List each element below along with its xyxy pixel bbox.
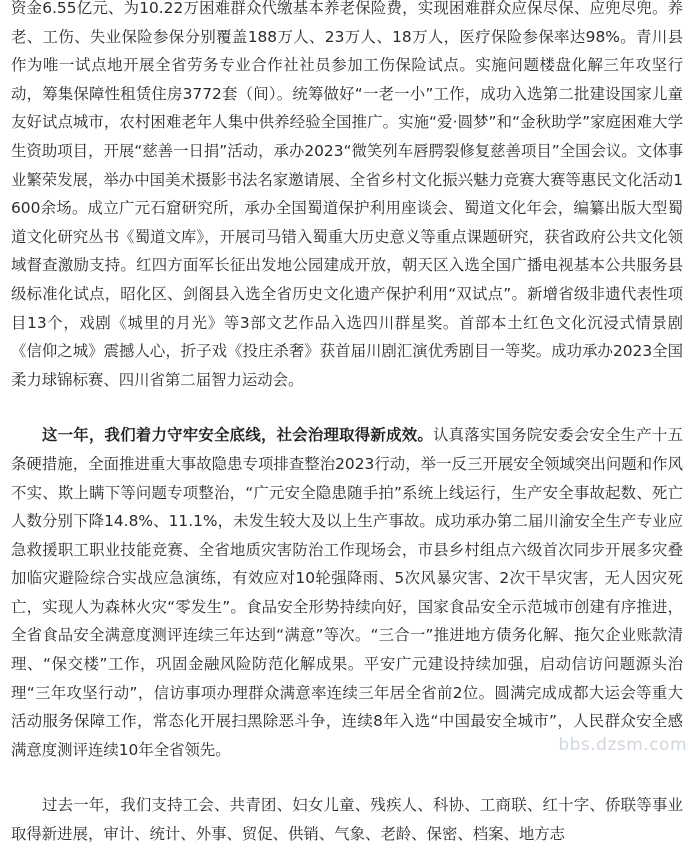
- paragraph-past-year: [0, 791, 683, 848]
- site-watermark: bbs.dzsm.com: [558, 735, 687, 755]
- paragraph-text: 过去一年，我们支持工会、共青团、妇女儿童、残疾人、科协、工商联、红十字、侨联等事业取得新进展，审计、统计、外事、贸促、供销、气象、老龄、保密、档案、地方志: [11, 796, 683, 844]
- paragraph-gap: [0, 764, 691, 791]
- paragraph-text: 资金6.55亿元、为10.22万困难群众代缴基本养老保险费，实现困难群众应保尽保、应兜尽兜。养老、工伤、失业保险参保分别覆盖188万人、23万人、18万人，医疗保险参保率达98%。青川县作为唯一试点地开展全省劳务专业合作社社员参加工伤保险试点。实施问题楼盘化解三年攻坚行动，筹集保障性租赁住房3772套（间）。统筹做好“一老一小”工作，成功入选第二批建设国家儿童友好试点城市，农村困难老年人集中供养经验全国推广。实施“爱·圆梦”和“金秋助学”家庭困难大学生资助项目，开展“慈善一日捐”活动，承办2023“微笑列车唇腭裂修复慈善项目”全国会议。文体事业繁荣发展，举办中国美术摄影书法名家邀请展、全省乡村文化振兴魅力竞赛大赛等惠民文化活动1600余场。成立广元石窟研究所，承办全国蜀道保护利用座谈会、蜀道文化年会，编纂出版大型蜀道文化研究丛书《蜀道文库》，开展司马错入蜀重大历史意义等重点课题研究，获省政府公共文化领域督查激励支持。红四方面军长征出发地公园建成开放，朝天区入选全国广播电视基本公共服务县级标准化试点，昭化区、剑阁县入选全省历史文化遗产保护利用“双试点”。新增省级非遗代表性项目13个，戏剧《城里的月光》等3部文艺作品入选四川群星奖。首部本土红色文化沉浸式情景剧《信仰之城》震撼人心，折子戏《投庄杀奢》获首届川剧汇演优秀剧目一等奖。成功承办2023全国柔力球锦标赛、四川省第二届智力运动会。: [11, 0, 683, 389]
- paragraph-lead-bold: 这一年，我们着力守牢安全底线，社会治理取得新成效。: [42, 426, 433, 445]
- paragraph-safety-governance: [0, 421, 683, 764]
- paragraph-gap: [0, 394, 691, 421]
- paragraph-social-welfare-culture: [0, 0, 683, 394]
- paragraph-text: 认真落实国务院安委会安全生产十五条硬措施，全面推进重大事故隐患专项排查整治2023行动，举一反三开展安全领域突出问题和作风不实、欺上瞒下等问题专项整治，“广元安全隐患随手拍”系统上线运行，生产安全事故起数、死亡人数分别下降14.8%、11.1%，未发生较大及以上生产事故。成功承办第二届川渝安全生产专业应急救援职工职业技能竞赛、全省地质灾害防治工作现场会，市县乡村组点六级首次同步开展多灾叠加临灾避险综合实战应急演练，有效应对10轮强降雨、5次风暴灾害、2次干旱灾害，无人因灾死亡，实现人为森林火灾“零发生”。食品安全形势持续向好，国家食品安全示范城市创建有序推进，全省食品安全满意度测评连续三年达到“满意”等次。“三合一”推进地方债务化解、拖欠企业账款清理、“保交楼”工作，巩固金融风险防范化解成果。平安广元建设持续加强，启动信访问题源头治理“三年攻坚行动”，信访事项办理群众满意率连续三年居全省前2位。圆满完成成都大运会等重大活动服务保障工作，常态化开展扫黑除恶斗争，连续8年入选“中国最安全城市”，人民群众安全感满意度测评连续10年全省领先。: [11, 426, 683, 759]
